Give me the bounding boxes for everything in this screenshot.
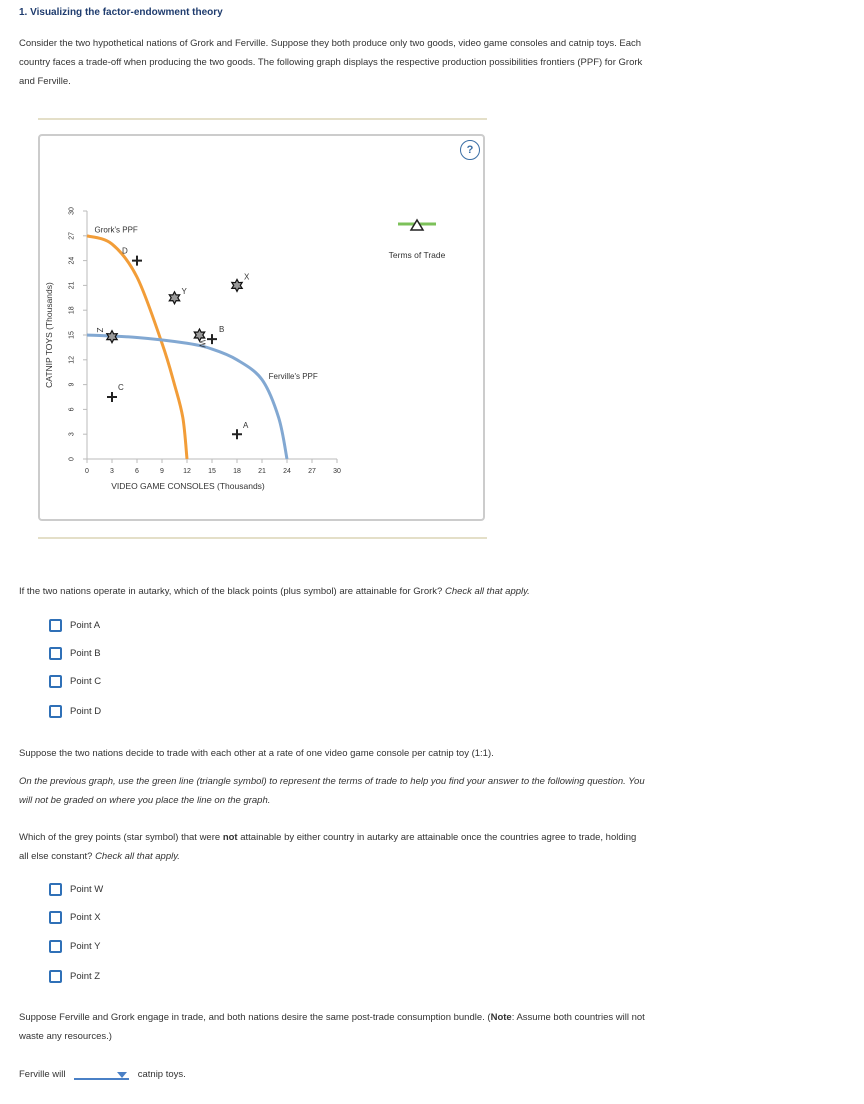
y-tick-label: 15 [68,331,76,339]
option-point-w[interactable] [49,883,103,896]
checkbox[interactable] [49,647,62,660]
q2-text-after: attainable by either country in autarky are attainable once the countries agree to trade, holding [240,832,637,843]
x-tick-label: 12 [183,468,191,475]
y-tick-label: 3 [68,432,76,437]
y-tick-label: 0 [68,457,76,461]
q3-text-before: Suppose Ferville and Grork engage in trade, and both nations desire the same post-trade consumption bundle. ( [19,1012,491,1023]
checkbox[interactable] [49,970,62,983]
checkbox[interactable] [49,883,62,896]
q3-text-after: : Assume both countries will not [511,1012,645,1023]
y-tick-label: 6 [68,407,76,412]
option-label: Point C [70,676,102,687]
instructions-text [19,772,739,810]
option-label: Point X [70,912,101,923]
point-label-b: B [219,325,225,335]
y-tick-label: 9 [68,382,76,387]
q3-note-label: Note [490,1012,512,1023]
q2-text-bold: not [222,832,238,843]
help-icon[interactable]: ? [460,140,480,160]
option-label: Point B [70,648,101,659]
point-label-x: X [244,272,250,282]
q2-prompt [19,828,739,866]
option-point-z[interactable] [49,970,100,983]
point-label-z: Z [95,327,104,333]
point-label-w: W [197,340,207,348]
q2-hint: Check all that apply. [95,851,180,862]
x-tick-label: 21 [258,468,266,475]
option-label: Point W [70,884,104,895]
option-label: Point D [70,706,102,717]
q3-prefix: Ferville will [19,1069,66,1080]
terms-of-trade-label: Terms of Trade [388,250,446,260]
x-tick-label: 15 [208,468,216,475]
checkbox[interactable] [49,940,62,953]
q2-text-before: Which of the grey points (star symbol) that were [19,832,221,843]
plus-point-c [107,392,117,402]
ferville-ppf-label: Ferville's PPF [268,371,318,381]
option-point-d[interactable] [49,705,101,718]
option-label: Point A [70,620,101,631]
point-label-c: C [118,383,124,392]
q1-text: If the two nations operate in autarky, which of the black points (plus symbol) are attainable for Grork? [19,586,443,597]
x-axis-title: VIDEO GAME CONSOLES (Thousands) [111,481,265,491]
grork-ppf-curve [87,236,187,459]
instructions-line-2: will not be graded on where you place the line on the graph. [19,795,271,806]
x-tick-label: 18 [233,468,241,475]
plus-point-b [207,334,217,344]
grork-ppf-label: Grork's PPF [94,225,138,235]
x-tick-label: 27 [308,468,316,475]
x-tick-label: 3 [110,468,114,475]
point-label-a: A [243,421,249,431]
q2-line-2: all else constant? [19,851,93,862]
instructions-line-1: On the previous graph, use the green line (triangle symbol) to represent the terms of trade to help you find your answer to the following question. You [19,776,645,787]
intro-line-1: Consider the two hypothetical nations of Grork and Ferville. Suppose they both produce only two goods, video game consoles and catnip toys. Each [19,38,642,49]
option-point-x[interactable] [49,911,101,924]
y-tick-label: 24 [68,256,76,265]
y-tick-label: 21 [68,281,76,290]
intro-line-2: country faces a trade-off when producing the two goods. The following graph displays the respective production possibilities frontiers (PPF) for Grork [19,57,643,68]
plus-point-d [132,256,142,266]
x-tick-label: 6 [135,468,139,475]
x-tick-label: 24 [283,468,291,475]
page-title: 1. Visualizing the factor-endowment theory [19,7,223,18]
q3-answer-row [19,1065,739,1084]
star-point-y [169,292,179,304]
q3-line-2: waste any resources.) [19,1031,112,1042]
y-tick-label: 27 [68,231,76,240]
plus-point-a [232,429,242,439]
point-label-y: Y [181,286,187,296]
checkbox[interactable] [49,911,62,924]
star-point-z [107,331,117,343]
q3-prompt [19,1008,739,1046]
option-point-a[interactable] [49,619,100,632]
checkbox[interactable] [49,675,62,688]
checkbox[interactable] [49,705,62,718]
q1-hint: Check all that apply. [444,586,530,597]
x-tick-label: 9 [160,468,164,475]
y-tick-label: 30 [68,207,76,215]
divider-bottom [38,537,487,539]
ferville-will-dropdown[interactable] [74,1068,129,1080]
option-label: Point Y [70,941,101,952]
intro-line-3: and Ferville. [19,76,71,87]
point-label-d: D [122,246,128,256]
option-point-c[interactable] [49,675,101,688]
q3-suffix: catnip toys. [137,1069,186,1080]
star-point-x [232,279,242,291]
trade-rate-text: Suppose the two nations decide to trade with each other at a rate of one video game console per catnip toy (1:1). [19,748,494,759]
x-tick-label: 30 [333,468,341,475]
x-tick-label: 0 [85,468,89,475]
y-tick-label: 18 [68,306,76,315]
option-point-y[interactable] [49,940,100,953]
y-axis-title: CATNIP TOYS (Thousands) [44,282,54,388]
option-point-b[interactable] [49,647,101,660]
y-tick-label: 12 [68,355,76,364]
option-label: Point Z [70,971,101,982]
checkbox[interactable] [49,619,62,632]
chevron-down-icon [117,1072,127,1078]
q1-prompt [19,582,739,601]
